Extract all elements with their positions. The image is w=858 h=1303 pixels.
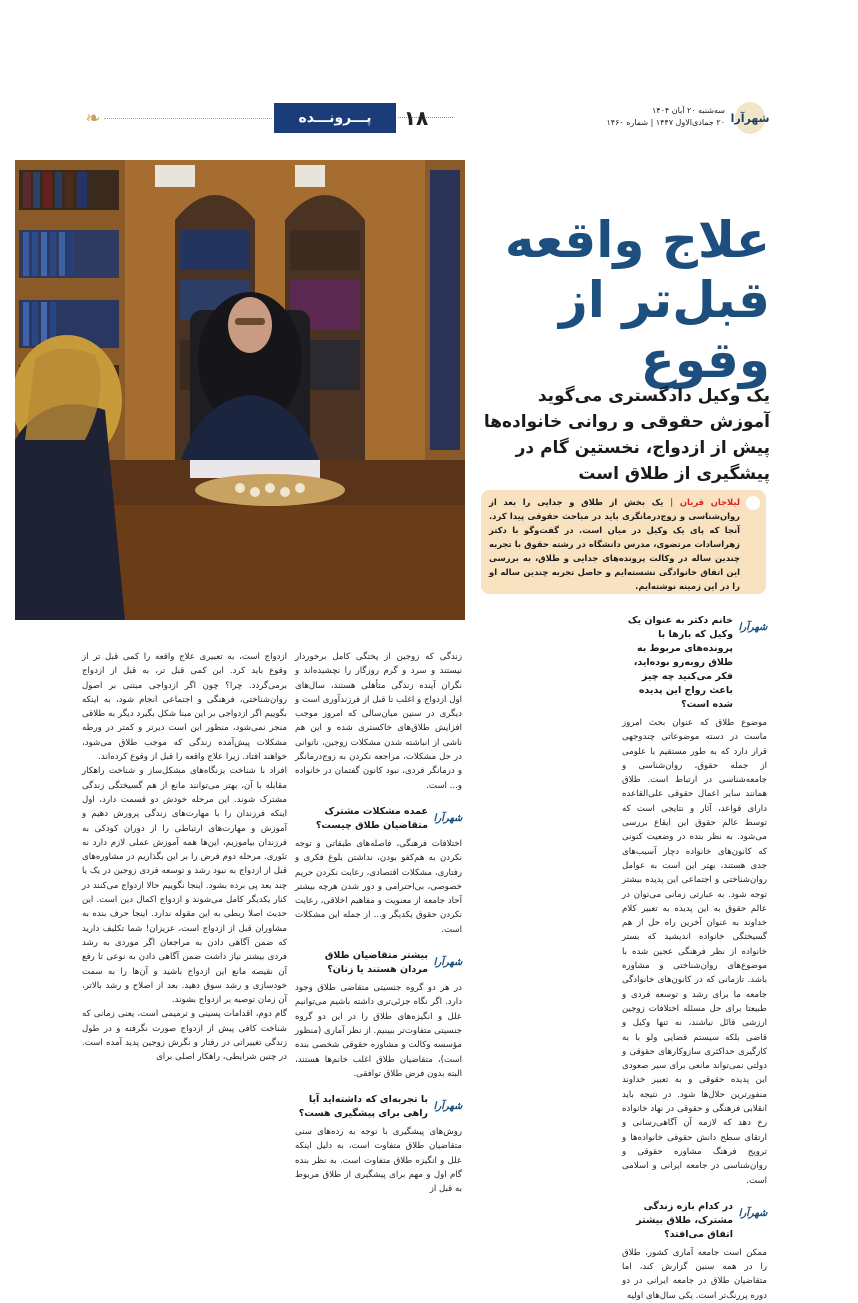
paragraph: موضوع طلاق که عنوان بحث امروز ماست در دسته موضوعاتی چندوجهی قرار دارد که به طور مستقیم با علومی از جمله حقوق، روان‌شناسی و جامعه‌شناسی در ارتباط است. طلاق همانند سایر اعمال حقوقی علی‌القاعده دارای قواعد، آثار و نتایجی است که توسط عالم حقوق این ایقاع بررسی می‌شود. به نظر بنده در وضعیت کنونی که کانون‌های خانواده دچار آسیب‌های جدی هستند، بهتر این است به عوامل روان‌شناختی و اجتماعی این پدیده بیشتر توجه شود. به عبارتی زمانی می‌توان در عالم حقوق به این پدیده به تعبیر کلام خداوند به عنوان آخرین راه حل از هم گسیختگی خانواده اندیشید که بستر خانواده از نظر فرهنگی عجین شده با موضوع‌های روان‌شناختی و مشاوره باشد. تازمانی که در کانون‌های خانوادگی جامعه ما برای رشد و توسعه فردی و طبیعتا برای حل مسئله اختلافات زوجین ارزشی قائل نباشند، نه تنها وکیل و قاضی بلکه سیستم قضایی ولو با به کارگیری حداکثری سازوکارهای حقوقی و دولتی نمی‌تواند مانعی برای سیر صعودی این پدیده حقوقی و به تعبیر خداوند منفورترین حلال‌ها شود. در نتیجه باید انقلابی فرهنگی و حقوقی در نهاد خانواده رخ دهد که لازمه آن آگاهی‌رسانی و ارتقای سطح دانش حقوقی خانواده‌ها و ترویج فرهنگ مشاوره حقوقی و روان‌شناسی در جامعه ایرانی و اسلامی است. [622,718,767,1186]
section-label[interactable]: پـــرونـــده [274,103,396,133]
issue-date: سه‌شنبه ۲۰ آبان ۱۴۰۴ [652,106,725,115]
paragraph: افراد با شناخت بزنگاه‌های مشکل‌ساز و شناخت راهکار مقابله با آن، بهتر می‌توانند مانع از هم گسیختگی زندگی مشترک شوند. این مرحله خودش دو قسمت دارد، اول اینکه فرزندان را با مهارت‌های زندگی پرورش دهیم و آموزش و مهارت‌های ارتباطی را از دوران کودکی به فرزندان بیاموزیم، این‌ها همه آموزش عملی لازم دارد نه تئوری. مرحله دوم فرض را بر این بگذاریم در مشاوره‌های قبل از ازدواج به نبود رشد و توسعه فردی زوجین در یک یا چند بعد پی برده بشود. اینجا نگوییم حالا ازدواج می‌کنند در کنار یکدیگر کامل می‌شوند و ازدواج اکمال دین است. این حدیث اصلا ربطی به این مقوله ندارد. اینجا حرف بنده به مشاوران قبل از ازدواج است، عزیزان! شما تکلیف دارید که ضمن آگاهی دادن به مراجعان اگر موردی به رشد فردی بیشتر نیاز داشت ضمن آگاهی دادن به نوعی تا رفع آن نقیصه مانع این ازدواج باشید و آن‌ها را به سمت خودسازی و رشد سوق دهید. بعد از اصلاح و رشد بالاتر، آن زمان توصیه بر ازدواج بشوند. [82,766,287,1006]
paragraph: در هر دو گروه جنسیتی متقاضی طلاق وجود دارد. اگر نگاه جزئی‌تری داشته باشیم می‌توانیم علل و انگیزه‌های طلاق را در این دو گروه جنسیتی متفاوت‌تر ببینیم. از نظر آماری (منظور مؤسسه وکالت و مشاوره حقوقی شخصی بنده است)، متقاضیان طلاق اغلب خانم‌ها هستند، البته بدون فرض طلاق توافقی. [295,983,462,1079]
article-title [470,210,770,390]
paragraph: روش‌های پیشگیری با توجه به رده‌های سنی متقاضیان طلاق متفاوت است، به دلیل اینکه علل و انگیزه طلاق متفاوت است. به نظر بنده گام اول و مهم برای پیشگیری از طلاق مربوط به قبل از [295,1127,462,1195]
title-line-2: قبل‌تر از وقوع [559,271,770,389]
paragraph: ازدواج است، به تعبیری علاج واقعه را کمی قبل تر از وقوع باید کرد. این کمی قبل تر، به قبل از ازدواج برمی‌گردد. چرا؟ چون اگر ازدواجی مبتنی بر اصول روان‌شناختی، فرهنگی و اجتماعی انجام شود، به اینکه بگوییم اگر ازدواجی بر این مبنا شکل بگیرد دیگر به طلاقی منجر نمی‌شود، منظور این است دیرتر و کمتر در ورطه مشکلات پیش‌آمده زندگی که موجب طلاق می‌شود، خواهند افتاد. زیرا علاج واقعه را قبل از وقوع کرده‌اند. [82,652,287,763]
page-number: ۱۸ [403,106,429,130]
article-photo [15,160,465,620]
question-logo-icon: شهرآرا [738,1207,768,1219]
question-text: عمده مشکلات مشترک متقاضیان طلاق چیست؟ [315,805,428,831]
title-line-1: علاج واقعه [504,211,770,269]
lead-box [481,490,766,594]
lead-paragraph [489,495,740,593]
text-column-left [82,650,287,1065]
question [622,1200,767,1242]
ornament-icon: ❧ [85,107,101,129]
question [295,949,462,977]
text-column-middle [295,650,462,1197]
question-logo-icon: شهرآرا [433,1101,463,1113]
lead-marker-icon [746,496,760,510]
text-column-right [622,608,767,1303]
page-header [82,100,770,138]
article-subtitle: یک وکیل دادگستری می‌گوید آموزش حقوقی و روانی خانواده‌ها پیش از ازدواج، نخستین گام در پیشگیری از طلاق است [483,386,770,484]
header-divider [104,118,272,119]
question-logo-icon: شهرآرا [433,812,463,824]
question-text: بیشتر متقاضیان طلاق مردان هستند یا زنان؟ [324,950,428,976]
paragraph: گام دوم، اقدامات پسینی و ترمیمی است، یعنی زمانی که شناخت کافی پیش از ازدواج صورت نگرفته و در طول زندگی تغییراتی در رفتار و نگرش زوجین پدید آمده است. در چنین شرایطی، راهکار اصلی برای [82,1009,287,1063]
question-text: خانم دکتر به عنوان یک وکیل که بارها با پرونده‌های مربوط به طلاق روبه‌رو بوده‌اید، فکر می‌کنید چه چیز باعث رواج این پدیده شده است؟ [627,615,733,710]
question-logo-icon: شهرآرا [738,622,768,633]
issue-dates [465,105,725,129]
newspaper-logo[interactable]: شهرآرا [735,102,765,134]
issue-number: ۲۰ جمادی‌الاول ۱۴۴۷ | شماره ۱۴۶۰ [606,118,725,127]
lead-body: یک بخش از طلاق و جدایی را بعد از روان‌شناسی و زوج‌درمانگری باید در مباحث حقوقی پیدا کرد. آنجا که پای یک وکیل در میان است. در گفت‌وگو با دکتر زهراسادات مرتضوی، مدرس دانشگاه در رشته حقوق با تجربه چندین ساله در وکالت پرونده‌های جدایی و طلاق، به بررسی این اتفاق خانوادگی نشسته‌ایم و حاصل تجربه چندین ساله او را در این زمینه نوشته‌ایم. [489,497,740,591]
question [295,1093,462,1121]
interview-photo [15,160,465,620]
paragraph: ممکن است جامعه آماری کشور، طلاق را در همه سنین گزارش کند، اما متقاضیان طلاق در جامعه ایرانی در دو دوره پررنگ‌تر است. یکی سال‌های اولیه [622,1247,767,1301]
author-byline: لیلاجان قربان | [670,497,740,507]
paragraph: زندگی که زوجین از پختگی کامل برخوردار نیستند و سرد و گرم روزگار را نچشیده‌اند و نگران آینده زندگی متأهلی هستند، سال‌های اول ازدواج و اغلب تا قبل از فرزندآوری است و دیگری در سنین میان‌سالی که امروز موجب افزایش طلاق‌های خاکستری شده و این هم ناشی از انباشته شدن مشکلات زوجین، ناتوانی در حل مشکلات، مراجعه نکردن به زوج‌درمانگر و درمانگر فردی، نبود کانون گفتمان در خانواده و... است. [295,652,462,791]
question-text: در کدام بازه زندگی مشترک، طلاق بیشتر اتفاق می‌افتد؟ [636,1200,733,1240]
question-text: با تجربه‌ای که داشته‌اید آیا راهی برای پیشگیری هست؟ [298,1094,428,1120]
question-logo-icon: شهرآرا [433,957,463,969]
paragraph: اختلافات فرهنگی، فاصله‌های طبقاتی و توجه نکردن به هم‌کفو بودن، نداشتن بلوغ فکری و رفتاری، مشکلات اقتصادی، رعایت نکردن حریم خصوصی، بی‌احترامی و دور شدن هرچه بیشتر آحاد جامعه از معنویت و مفاهیم اخلاقی، رعایت نکردن حقوق یکدیگر و... از جمله این مشکلات است. [295,838,462,935]
question [622,614,767,712]
question [295,805,462,833]
